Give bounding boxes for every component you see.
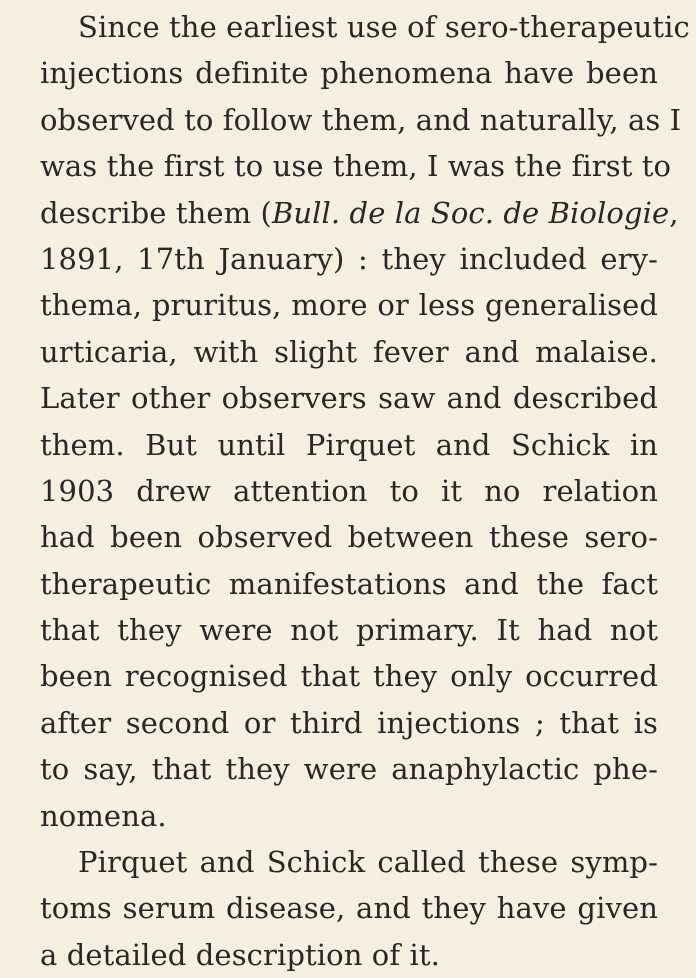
text-segment: describe them ( <box>40 195 272 230</box>
text-line: was the first to use them, I was the first to <box>40 149 672 184</box>
text-line: therapeutic manifestations and the fact <box>40 566 658 601</box>
text-line: nomena. <box>40 798 167 833</box>
text-line: to say, that they were anaphylactic phe- <box>40 752 658 787</box>
text-segment: , <box>669 195 679 230</box>
text-line: after second or third injections ; that is <box>40 705 658 740</box>
text-line: toms serum disease, and they have given <box>40 891 658 926</box>
text-line: had been observed between these sero- <box>40 520 658 555</box>
paragraph-2 <box>40 839 658 978</box>
text-line: observed to follow them, and naturally, as I <box>40 102 682 137</box>
text-line: been recognised that they only occurred <box>40 659 658 694</box>
text-line: 1891, 17th January) : they included ery- <box>40 241 658 276</box>
text-line <box>40 190 679 236</box>
text-line: a detailed description of it. <box>40 937 440 972</box>
citation-italic: Bull. de la Soc. de Biologie <box>271 195 670 230</box>
text-line: Later other observers saw and described <box>40 381 658 416</box>
paragraph-1 <box>40 4 690 839</box>
text-line: thema, pruritus, more or less generalised <box>40 288 658 323</box>
text-line: that they were not primary. It had not <box>40 613 658 648</box>
text-line: urticaria, with slight fever and malaise. <box>40 334 658 369</box>
text-line: them. But until Pirquet and Schick in <box>40 427 658 462</box>
text-line: Since the earliest use of sero-therapeutic <box>78 10 690 44</box>
text-line: 1903 drew attention to it no relation <box>40 473 658 508</box>
text-line: Pirquet and Schick called these symp- <box>78 845 658 880</box>
text-line: injections definite phenomena have been <box>40 56 658 91</box>
